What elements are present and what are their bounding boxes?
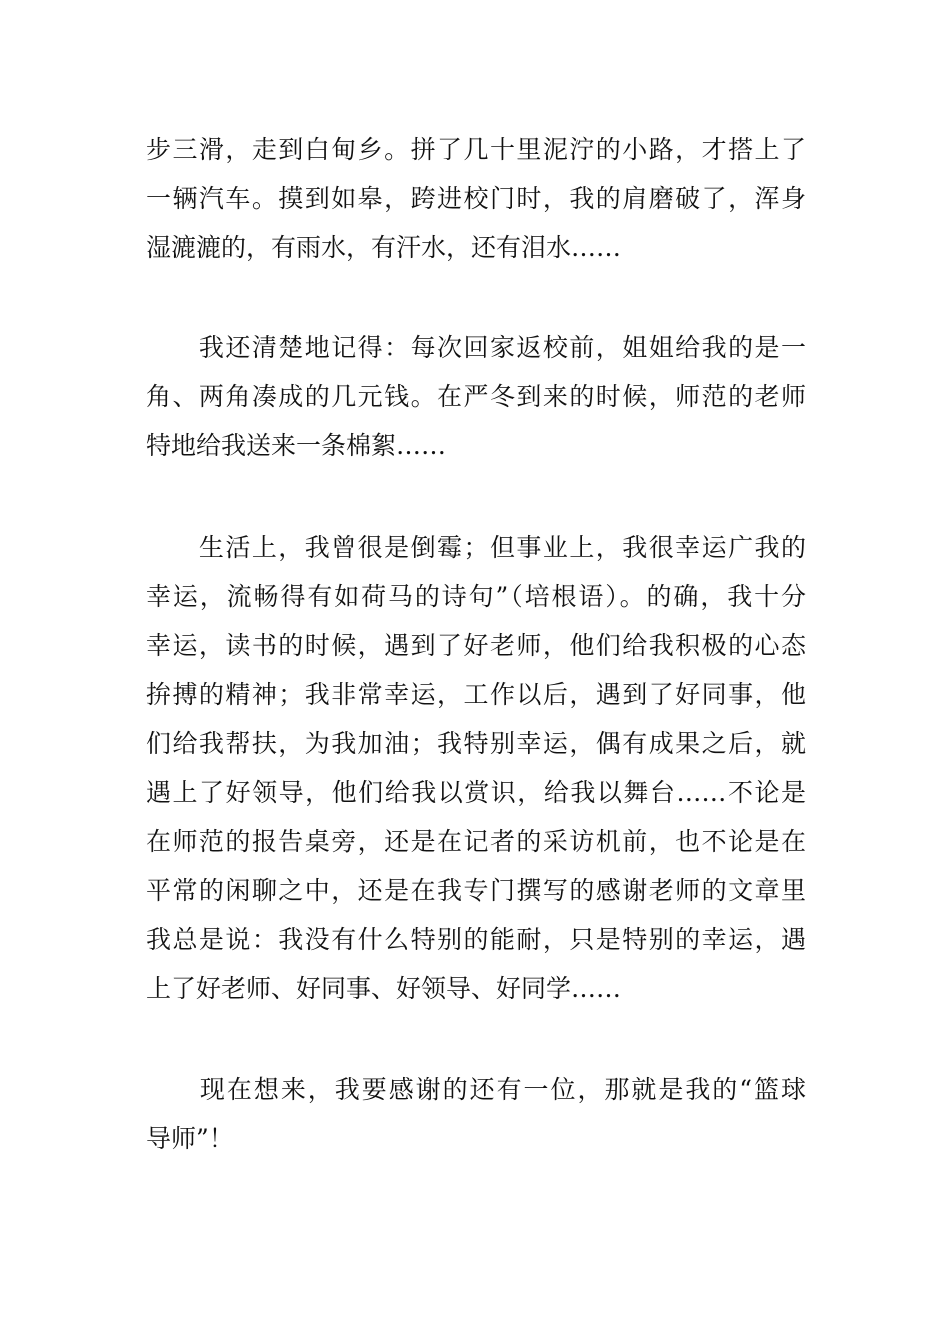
text-line: 湿漉漉的，有雨水，有汗水，还有泪水…… xyxy=(146,233,622,262)
text-line: 导师”！ xyxy=(146,1124,234,1153)
text-line: 步三滑，走到白甸乡。拼了几十里泥泞的小路，才搭上了 xyxy=(146,135,806,164)
text-line: 幸运，读书的时候，遇到了好老师，他们给我积极的心态 xyxy=(146,631,806,660)
text-line: 我还清楚地记得：每次回家返校前，姐姐给我的是一 xyxy=(146,333,806,362)
text-line: 现在想来，我要感谢的还有一位，那就是我的“篮球 xyxy=(146,1075,806,1104)
text-line: 角、两角凑成的几元钱。在严冬到来的时候，师范的老师 xyxy=(146,382,806,411)
text-line: 幸运，流畅得有如荷马的诗句”（培根语）。的确，我十分 xyxy=(146,582,806,611)
text-line: 拚搏的精神；我非常幸运，工作以后，遇到了好同事，他 xyxy=(146,680,806,709)
text-line: 生活上，我曾很是倒霉；但事业上，我很幸运广我的 xyxy=(146,533,806,562)
text-line: 特地给我送来一条棉絮…… xyxy=(146,431,447,460)
text-line: 上了好老师、好同事、好领导、好同学…… xyxy=(146,974,622,1003)
text-line: 一辆汽车。摸到如皋，跨进校门时，我的肩磨破了，浑身 xyxy=(146,184,806,213)
text-line: 平常的闲聊之中，还是在我专门撰写的感谢老师的文章里 xyxy=(146,876,806,905)
text-line: 在师范的报告桌旁，还是在记者的采访机前，也不论是在 xyxy=(146,827,806,856)
text-line: 遇上了好领导，他们给我以赏识，给我以舞台……不论是 xyxy=(146,778,806,807)
text-line: 们给我帮扶，为我加油；我特别幸运，偶有成果之后，就 xyxy=(146,729,806,758)
text-line: 我总是说：我没有什么特别的能耐，只是特别的幸运，遇 xyxy=(146,925,806,954)
